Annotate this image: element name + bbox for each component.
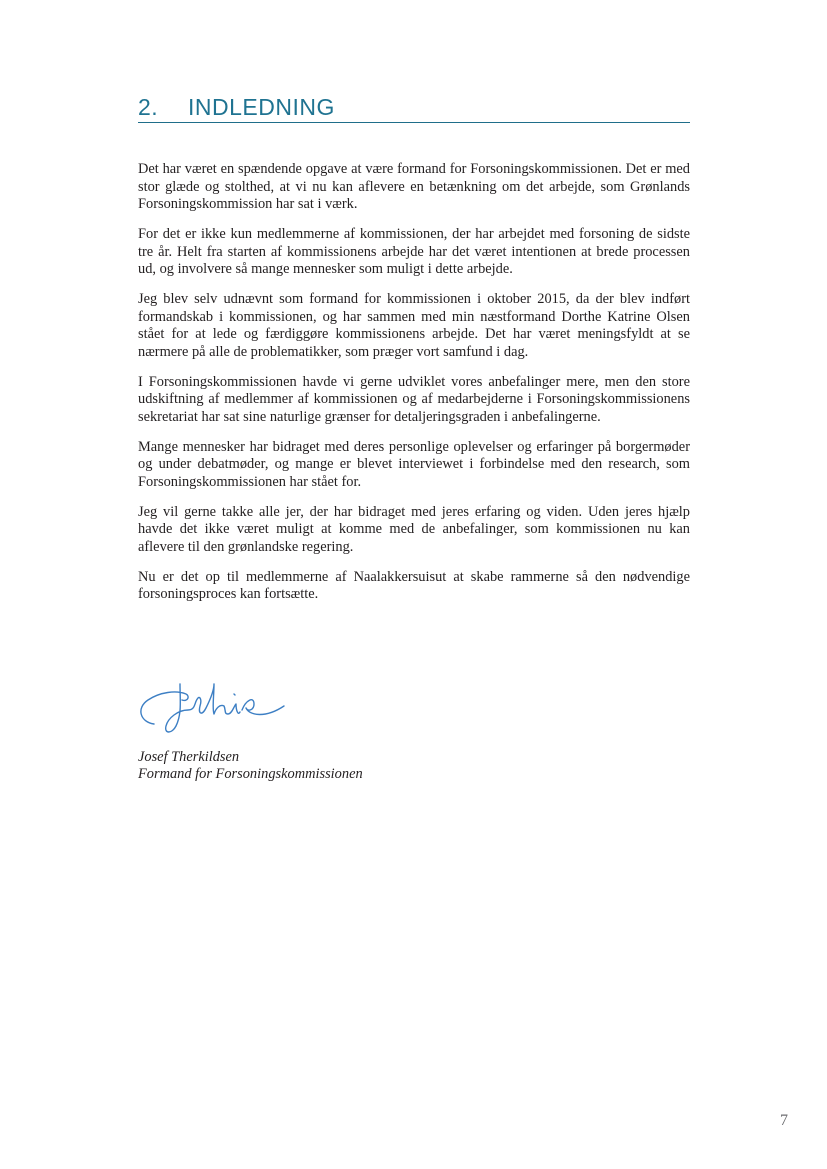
handwritten-signature <box>136 670 296 740</box>
paragraph: Det har været en spændende opgave at være formand for Forsoningskommissionen. Det er med stor glæde og stolthed, at vi nu kan aflevere en betænkning om det arbejde, som Grønlands Forsoningskommission har sat i værk. <box>138 161 690 212</box>
section-title: INDLEDNING <box>188 94 335 120</box>
section-heading <box>138 94 690 123</box>
signer-role: Formand for Forsoningskommissionen <box>138 766 363 782</box>
paragraph: Nu er det op til medlemmerne af Naalakkersuisut at skabe rammerne så den nødvendige forsoningsproces kan fortsætte. <box>138 568 690 602</box>
page-number: 7 <box>780 1112 788 1129</box>
signature-stroke <box>141 684 284 732</box>
paragraph: For det er ikke kun medlemmerne af kommissionen, der har arbejdet med forsoning de sidste tre år. Helt fra starten af kommissionens arbejde har det været intentionen at brede processen ud, og involvere så mange mennesker som muligt i dette arbejde. <box>138 226 690 277</box>
paragraph: I Forsoningskommissionen havde vi gerne udviklet vores anbefalinger mere, men den store udskiftning af medlemmer af kommissionen og af medarbejderne i Forsoningskommissionens sekretariat har sat sine naturlige grænser for detaljeringsgraden i anbefalingerne. <box>138 373 690 425</box>
signer-name: Josef Therkildsen <box>138 749 240 765</box>
signer-block <box>138 749 363 783</box>
paragraph: Mange mennesker har bidraget med deres personlige oplevelser og erfaringer på borgermøder og under debatmøder, og mange er blevet interviewet i forbindelse med den research, som Forsoningskommissionen har stået for. <box>138 438 690 490</box>
section-number: 2. <box>138 94 159 120</box>
paragraph: Jeg blev selv udnævnt som formand for kommissionen i oktober 2015, da der blev indført formandskab i kommissionen, og har sammen med min næstformand Dorthe Katrine Olsen stået for at lede og færdiggøre kommissionens arbejde. Det har været meningsfyldt at se nærmere på alle de problematikker, som præger vort samfund i dag. <box>138 291 690 360</box>
paragraph: Jeg vil gerne takke alle jer, der har bidraget med jeres erfaring og viden. Uden jeres hjælp havde det ikke været muligt at komme med de anbefalinger, som kommissionen nu kan aflevere til den grønlandske regering. <box>138 503 690 555</box>
body-text <box>138 161 690 616</box>
